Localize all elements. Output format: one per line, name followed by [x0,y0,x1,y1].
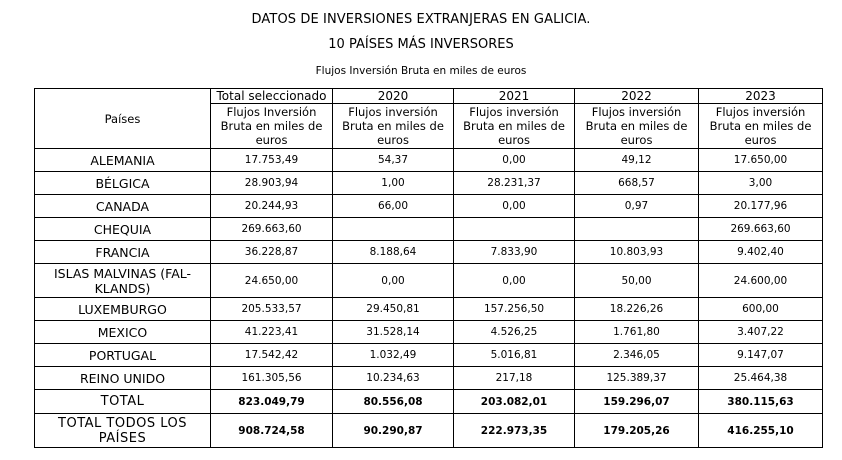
country-cell: MEXICO [35,321,211,344]
value-cell: 0,00 [333,264,454,298]
value-cell: 10.803,93 [575,241,699,264]
value-cell: 1.761,80 [575,321,699,344]
value-cell: 908.724,58 [211,414,333,448]
value-cell: 4.526,25 [454,321,575,344]
value-cell: 161.305,56 [211,367,333,390]
value-cell: 7.833,90 [454,241,575,264]
table-row [35,264,823,298]
value-cell: 222.973,35 [454,414,575,448]
value-cell: 24.650,00 [211,264,333,298]
col-header-2023: 2023 [699,89,823,104]
value-cell: 269.663,60 [699,218,823,241]
value-cell [454,218,575,241]
table-row [35,149,823,172]
col-subheader-2023: Flujos inversión Bruta en miles de euros [699,104,823,149]
value-cell: 157.256,50 [454,298,575,321]
page-title: DATOS DE INVERSIONES EXTRANJERAS EN GALICIA. [251,12,591,27]
country-cell: ISLAS MALVINAS (FAL-KLANDS) [35,264,211,298]
col-header-2021: 2021 [454,89,575,104]
table-row [35,195,823,218]
col-subheader-2020: Flujos inversión Bruta en miles de euros [333,104,454,149]
table-row [35,321,823,344]
value-cell: 600,00 [699,298,823,321]
value-cell: 80.556,08 [333,390,454,414]
value-cell: 203.082,01 [454,390,575,414]
value-cell: 0,97 [575,195,699,218]
value-cell: 41.223,41 [211,321,333,344]
country-cell: CHEQUIA [35,218,211,241]
value-cell: 36.228,87 [211,241,333,264]
col-header-2020: 2020 [333,89,454,104]
value-cell: 2.346,05 [575,344,699,367]
table-row [35,241,823,264]
value-cell: 159.296,07 [575,390,699,414]
value-cell: 29.450,81 [333,298,454,321]
value-cell: 50,00 [575,264,699,298]
value-cell: 668,57 [575,172,699,195]
value-cell: 0,00 [454,264,575,298]
value-cell: 179.205,26 [575,414,699,448]
value-cell: 28.231,37 [454,172,575,195]
value-cell [575,218,699,241]
value-cell: 54,37 [333,149,454,172]
value-cell: 269.663,60 [211,218,333,241]
value-cell: 1,00 [333,172,454,195]
value-cell [333,218,454,241]
country-cell: REINO UNIDO [35,367,211,390]
value-cell: 9.147,07 [699,344,823,367]
country-cell: CANADA [35,195,211,218]
value-cell: 8.188,64 [333,241,454,264]
table-row [35,367,823,390]
value-cell: 49,12 [575,149,699,172]
value-cell: 24.600,00 [699,264,823,298]
col-header-total-seleccionado: Total seleccionado [211,89,333,104]
table-body [35,149,823,448]
country-cell: LUXEMBURGO [35,298,211,321]
value-cell: 20.244,93 [211,195,333,218]
col-header-paises: Países [35,89,211,149]
country-cell: FRANCIA [35,241,211,264]
col-subheader-2021: Flujos inversión Bruta en miles de euros [454,104,575,149]
value-cell: 9.402,40 [699,241,823,264]
country-cell: ALEMANIA [35,149,211,172]
value-cell: 25.464,38 [699,367,823,390]
value-cell: 17.650,00 [699,149,823,172]
table-row [35,298,823,321]
value-cell: 0,00 [454,149,575,172]
value-cell: 90.290,87 [333,414,454,448]
value-cell: 10.234,63 [333,367,454,390]
country-cell: PORTUGAL [35,344,211,367]
country-cell: TOTAL [35,390,211,414]
col-header-2022: 2022 [575,89,699,104]
table-row [35,172,823,195]
value-cell: 28.903,94 [211,172,333,195]
col-subheader-total: Flujos Inversión Bruta en miles de euros [211,104,333,149]
value-cell: 205.533,57 [211,298,333,321]
value-cell: 20.177,96 [699,195,823,218]
table-row [35,218,823,241]
value-cell: 17.753,49 [211,149,333,172]
value-cell: 1.032,49 [333,344,454,367]
col-subheader-2022: Flujos inversión Bruta en miles de euros [575,104,699,149]
value-cell: 17.542,42 [211,344,333,367]
table-row [35,344,823,367]
value-cell: 18.226,26 [575,298,699,321]
investment-table [34,88,823,448]
value-cell: 380.115,63 [699,390,823,414]
value-cell: 125.389,37 [575,367,699,390]
total-all-row [35,414,823,448]
country-cell: TOTAL TODOS LOS PAÍSES [35,414,211,448]
value-cell: 3,00 [699,172,823,195]
value-cell: 823.049,79 [211,390,333,414]
page-subtitle: 10 PAÍSES MÁS INVERSORES [328,37,514,52]
value-cell: 31.528,14 [333,321,454,344]
total-row [35,390,823,414]
value-cell: 5.016,81 [454,344,575,367]
value-cell: 217,18 [454,367,575,390]
value-cell: 0,00 [454,195,575,218]
value-cell: 416.255,10 [699,414,823,448]
country-cell: BÉLGICA [35,172,211,195]
value-cell: 66,00 [333,195,454,218]
table-caption: Flujos Inversión Bruta en miles de euros [315,65,527,77]
value-cell: 3.407,22 [699,321,823,344]
header-row-years [35,89,823,104]
